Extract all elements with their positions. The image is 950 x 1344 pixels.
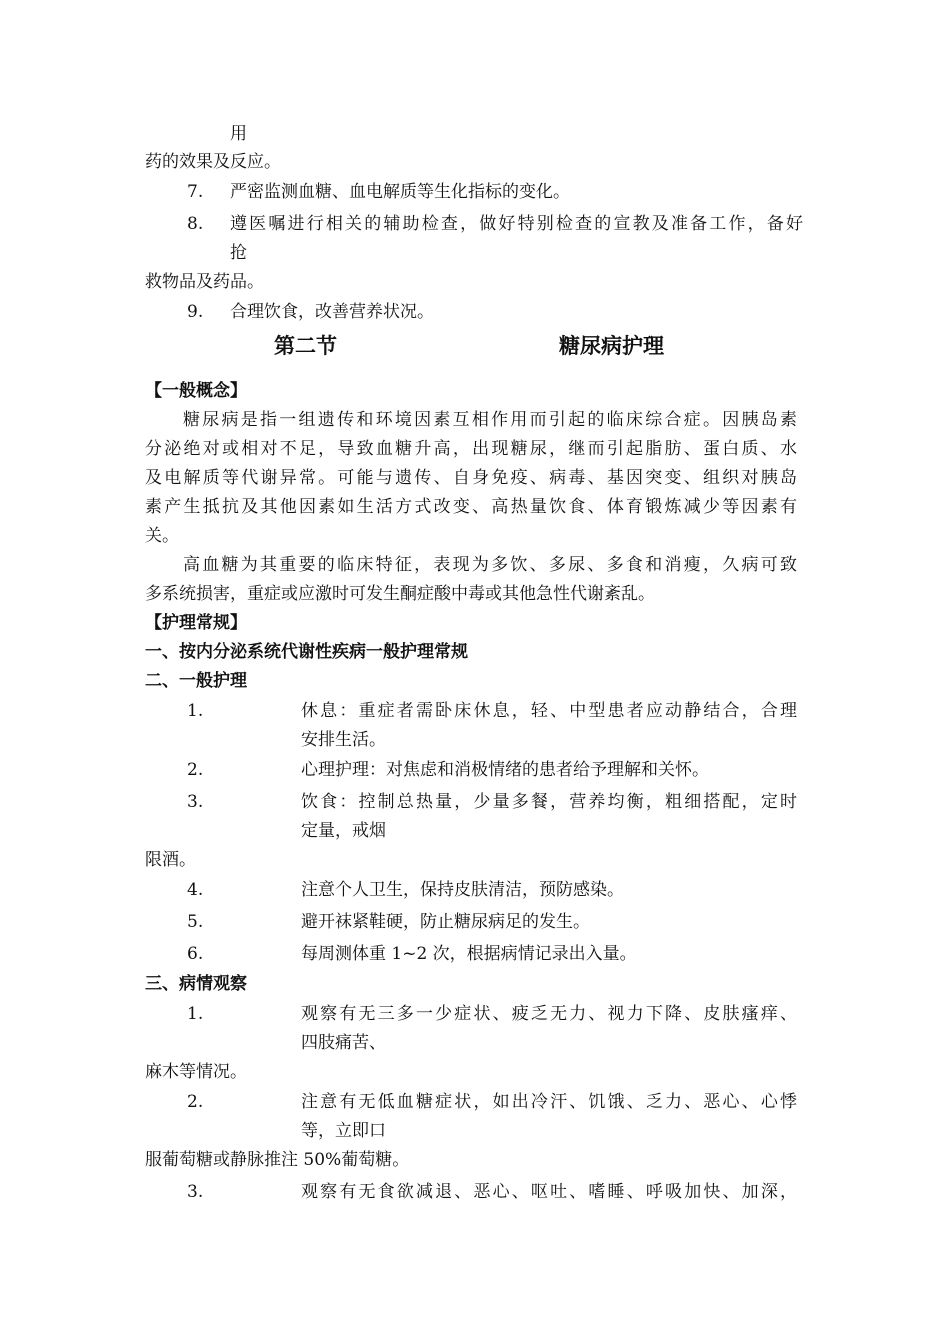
observe-item-text-cont: 等，立即口	[301, 1121, 386, 1141]
observe-item-text: 观察有无食欲减退、恶心、呕吐、嗜睡、呼吸加快、加深，	[301, 1182, 797, 1202]
item8-continuation-2: 救物品及药品。	[145, 272, 264, 292]
general-item-text-cont: 定量，戒烟	[301, 821, 386, 841]
general-item-text-cont: 安排生活。	[301, 730, 386, 750]
routine-heading: 【护理常规】	[145, 613, 247, 633]
general-item-number: 6.	[187, 944, 204, 964]
general-item-number: 1.	[187, 701, 204, 721]
concept-heading: 【一般概念】	[145, 381, 247, 401]
general-item-text: 避开袜紧鞋硬，防止糖尿病足的发生。	[301, 912, 590, 932]
general-item-text: 心理护理：对焦虑和消极情绪的患者给予理解和关怀。	[301, 760, 709, 780]
general-item-text: 每周测体重 1~2 次，根据病情记录出入量。	[301, 944, 637, 964]
observe-item-number: 2.	[187, 1092, 204, 1112]
observe-item-text-wrap: 麻木等情况。	[145, 1062, 247, 1082]
section-number: 第二节	[274, 333, 337, 358]
routine-item-1: 一、按内分泌系统代谢性疾病一般护理常规	[145, 642, 468, 662]
item6-continuation-2: 药的效果及反应。	[145, 152, 281, 172]
observe-item-text: 注意有无低血糖症状，如出冷汗、饥饿、乏力、恶心、心悸	[301, 1092, 797, 1112]
item8-number: 8.	[187, 214, 204, 234]
observe-item-text: 观察有无三多一少症状、疲乏无力、视力下降、皮肤瘙痒、	[301, 1004, 797, 1024]
general-item-text: 饮食：控制总热量，少量多餐，营养均衡，粗细搭配，定时	[301, 792, 797, 812]
concept-para1-line: 分泌绝对或相对不足，导致血糖升高，出现糖尿，继而引起脂肪、蛋白质、水	[145, 439, 797, 459]
concept-para1-line: 关。	[145, 526, 179, 546]
item7-text: 严密监测血糖、血电解质等生化指标的变化。	[230, 182, 570, 202]
observe-item-number: 3.	[187, 1182, 204, 1202]
general-item-number: 3.	[187, 792, 204, 812]
item7-number: 7.	[187, 182, 204, 202]
routine-item-3: 三、病情观察	[145, 974, 247, 994]
general-item-number: 5.	[187, 912, 204, 932]
routine-item-2: 二、一般护理	[145, 671, 247, 691]
concept-para1-line: 素产生抵抗及其他因素如生活方式改变、高热量饮食、体育锻炼减少等因素有	[145, 497, 797, 517]
general-item-text: 休息：重症者需卧床休息，轻、中型患者应动静结合，合理	[301, 701, 797, 721]
item9-text: 合理饮食，改善营养状况。	[230, 302, 434, 322]
concept-para1-line: 及电解质等代谢异常。可能与遗传、自身免疫、病毒、基因突变、组织对胰岛	[145, 468, 797, 488]
general-item-text: 注意个人卫生，保持皮肤清洁，预防感染。	[301, 880, 624, 900]
general-item-number: 2.	[187, 760, 204, 780]
general-item-text-wrap: 限酒。	[145, 850, 196, 870]
observe-item-text-cont: 四肢痛苦、	[301, 1033, 386, 1053]
item6-continuation: 用	[230, 124, 247, 144]
item9-number: 9.	[187, 302, 204, 322]
observe-item-text-wrap: 服葡萄糖或静脉推注 50%葡萄糖。	[145, 1150, 410, 1170]
item8-text: 遵医嘱进行相关的辅助检查，做好特别检查的宣教及准备工作，备好	[230, 214, 803, 234]
general-item-number: 4.	[187, 880, 204, 900]
section-title: 糖尿病护理	[559, 333, 664, 358]
concept-para1-line: 糖尿病是指一组遗传和环境因素互相作用而引起的临床综合症。因胰岛素	[183, 410, 797, 430]
observe-item-number: 1.	[187, 1004, 204, 1024]
concept-para2-line: 高血糖为其重要的临床特征，表现为多饮、多尿、多食和消瘦，久病可致	[183, 555, 797, 575]
item8-continuation: 抢	[230, 243, 247, 263]
concept-para2-line: 多系统损害，重症或应激时可发生酮症酸中毒或其他急性代谢紊乱。	[145, 584, 655, 604]
